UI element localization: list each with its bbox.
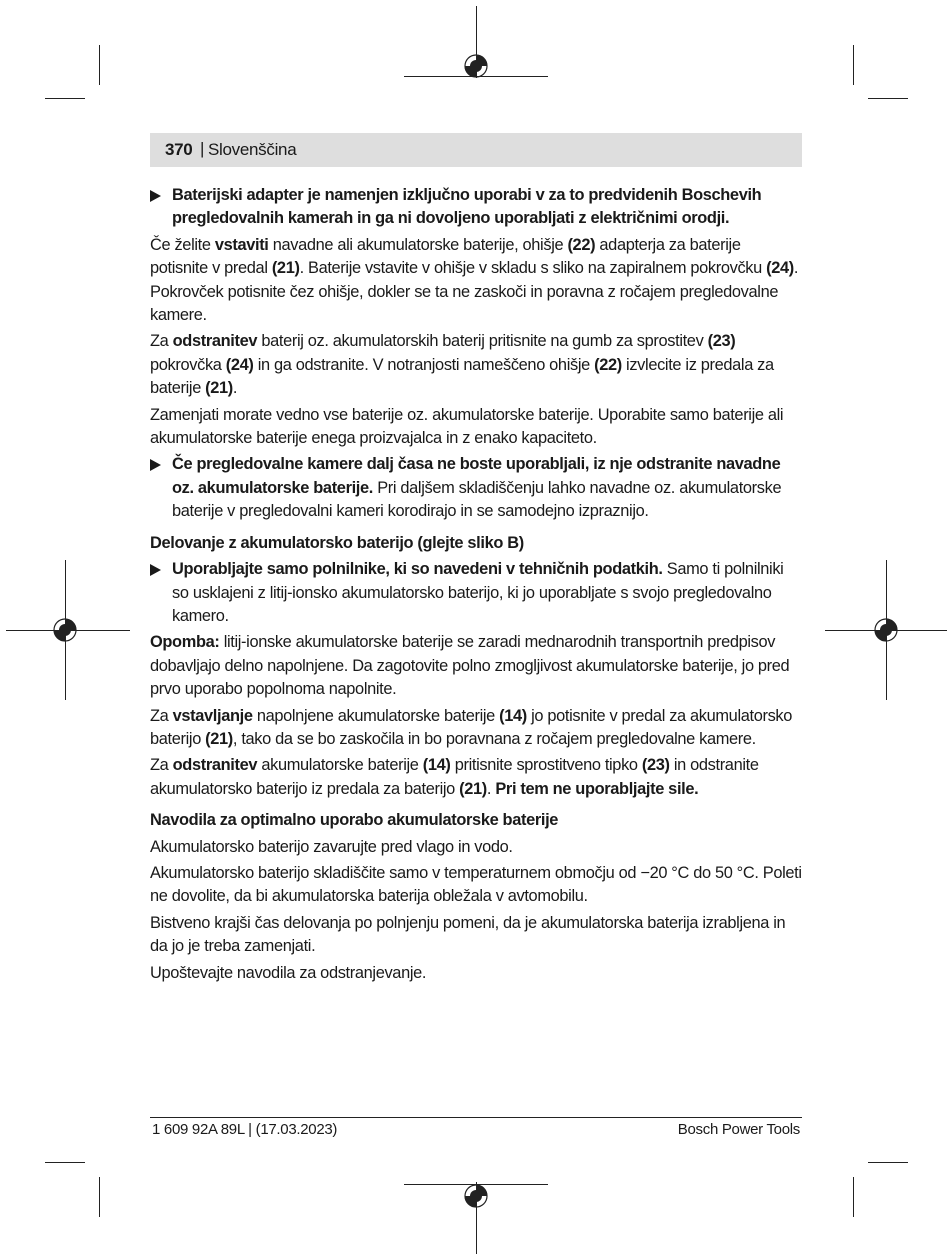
bold-text: (23) (707, 332, 736, 351)
warning-bullet (150, 453, 802, 523)
crop-mark-top-right-vertical (853, 45, 854, 85)
bold-text: Opomba: (150, 633, 220, 652)
bullet-triangle-icon (150, 190, 161, 202)
bullet-triangle-icon (150, 459, 161, 471)
text: Za (150, 332, 173, 351)
crop-mark-bottom-right-horizontal (868, 1162, 908, 1163)
bold-text: (21) (271, 259, 300, 278)
bold-text: (22) (567, 235, 596, 254)
crop-mark-bottom-right-vertical (853, 1177, 854, 1217)
registration-target-icon (461, 1181, 491, 1211)
bold-text: (24) (225, 355, 254, 374)
bold-text: vstavljanje (172, 706, 253, 725)
text: . (486, 779, 496, 798)
crop-mark-bottom-left-vertical (99, 1177, 100, 1217)
bold-text: Pri tem ne uporabljajte sile. (495, 779, 699, 798)
text: adapterja za baterije potisnite v predal (150, 235, 741, 278)
warning-text: Uporabljajte samo polnilnike, ki so navedeni v tehničnih podatkih. (172, 560, 663, 579)
page-number: 370 (165, 140, 193, 159)
main-content (150, 184, 802, 988)
text: Za (150, 756, 173, 775)
paragraph (150, 754, 802, 801)
text: litij-ionske akumulatorske baterije se zaradi mednarodnih transportnih predpisov dobavljajo delno napolnjene. Da zagotovite polno zmogljivost akumulatorske baterije, jo pred prvo uporabo popolnoma napolnite. (150, 633, 790, 699)
text: Za (150, 706, 173, 725)
paragraph: Zamenjati morate vedno vse baterije oz. akumulatorske baterije. Uporabite samo baterije ali akumulatorske baterije enega proizvajalca in z enako kapaciteto. (150, 405, 784, 448)
registration-target-icon (461, 51, 491, 81)
crop-mark-top-left-horizontal (45, 98, 85, 99)
warning-text: Če pregledovalne kamere dalj časa ne boste uporabljali, iz nje odstranite navadne oz. akumulatorske baterije. (172, 455, 781, 497)
paragraph: Upoštevajte navodila za odstranjevanje. (150, 963, 427, 982)
paragraph (150, 705, 802, 752)
text: Pri daljšem skladiščenju lahko navadne oz. akumulatorske baterije v pregledovalni kameri korodirajo in se samodejno izpraznijo. (172, 478, 782, 521)
paragraph (150, 631, 802, 701)
bold-text: (21) (205, 379, 233, 398)
bold-text: (14) (422, 756, 451, 775)
brand-name: Bosch Power Tools (677, 1121, 800, 1138)
document-id: 1 609 92A 89L | (17.03.2023) (152, 1121, 338, 1138)
bold-text: odstranitev (172, 332, 258, 351)
text: jo potisnite v predal za akumulatorsko baterijo (150, 706, 793, 748)
bold-text: vstaviti (214, 235, 269, 254)
text: izvlecite iz predala za baterije (150, 355, 774, 398)
page-footer (150, 1117, 802, 1138)
crop-mark-bottom-left-horizontal (45, 1162, 85, 1163)
text: pokrovčka (150, 355, 226, 374)
bold-text: (24) (766, 259, 794, 278)
text: baterij oz. akumulatorskih baterij pritisnite na gumb za sprostitev (257, 332, 708, 351)
section-heading: Delovanje z akumulatorsko baterijo (glejte sliko B) (150, 533, 524, 552)
paragraph: Akumulatorsko baterijo zavarujte pred vlago in vodo. (150, 837, 513, 856)
text: . (232, 379, 238, 398)
paragraph: Akumulatorsko baterijo skladiščite samo v temperaturnem območju od −20 °C do 50 °C. Poleti ne dovolite, da bi akumulatorska baterija obležala v avtomobilu. (150, 863, 802, 906)
header-separator: | (200, 139, 205, 158)
text: . Pokrovček potisnite čez ohišje, dokler se ta ne zaskoči in poravna z ročajem pregledovalne kamere. (150, 259, 799, 325)
paragraph (150, 330, 802, 400)
warning-bullet (150, 184, 802, 231)
text: in ga odstranite. V notranjosti nameščeno ohišje (253, 355, 595, 374)
bold-text: (22) (594, 355, 622, 374)
bullet-triangle-icon (150, 564, 161, 576)
language-label: Slovenščina (208, 140, 297, 159)
section-heading: Navodila za optimalno uporabo akumulatorske baterije (150, 811, 559, 830)
text: napolnjene akumulatorske baterije (252, 706, 500, 725)
registration-target-icon (50, 615, 80, 645)
crop-mark-top-left-vertical (99, 45, 100, 85)
bold-text: (21) (205, 729, 233, 748)
text: akumulatorske baterije (257, 756, 423, 775)
bold-text: (21) (459, 779, 487, 798)
text: . Baterije vstavite v ohišje v skladu s sliko na zapiralnem pokrovčku (299, 259, 767, 278)
text: Če želite (150, 235, 215, 254)
warning-text: Baterijski adapter je namenjen izključno uporabi v za to predvidenih Boschevih pregledovalnih kamerah in ga ni dovoljeno uporabljati z električnimi orodji. (172, 186, 762, 228)
registration-target-icon (871, 615, 901, 645)
bold-text: odstranitev (172, 756, 258, 775)
text: in odstranite akumulatorsko baterijo iz predala za baterijo (150, 756, 759, 798)
text: pritisnite sprostitveno tipko (450, 756, 642, 775)
text: Samo ti polnilniki so usklajeni z litij-ionsko akumulatorsko baterijo, ki jo uporabljate s svojo pregledovalno kamero. (172, 560, 784, 625)
bold-text: (23) (641, 756, 670, 775)
paragraph (150, 234, 802, 328)
text: navadne ali akumulatorske baterije, ohišje (268, 235, 568, 254)
warning-bullet (150, 558, 802, 628)
text: , tako da se bo zaskočila in bo poravnana z ročajem pregledovalne kamere. (232, 729, 756, 748)
page-header (150, 133, 802, 167)
paragraph: Bistveno krajši čas delovanja po polnjenju pomeni, da je akumulatorska baterija izrabljena in da jo je treba zamenjati. (150, 913, 786, 956)
bold-text: (14) (499, 706, 527, 725)
crop-mark-top-right-horizontal (868, 98, 908, 99)
